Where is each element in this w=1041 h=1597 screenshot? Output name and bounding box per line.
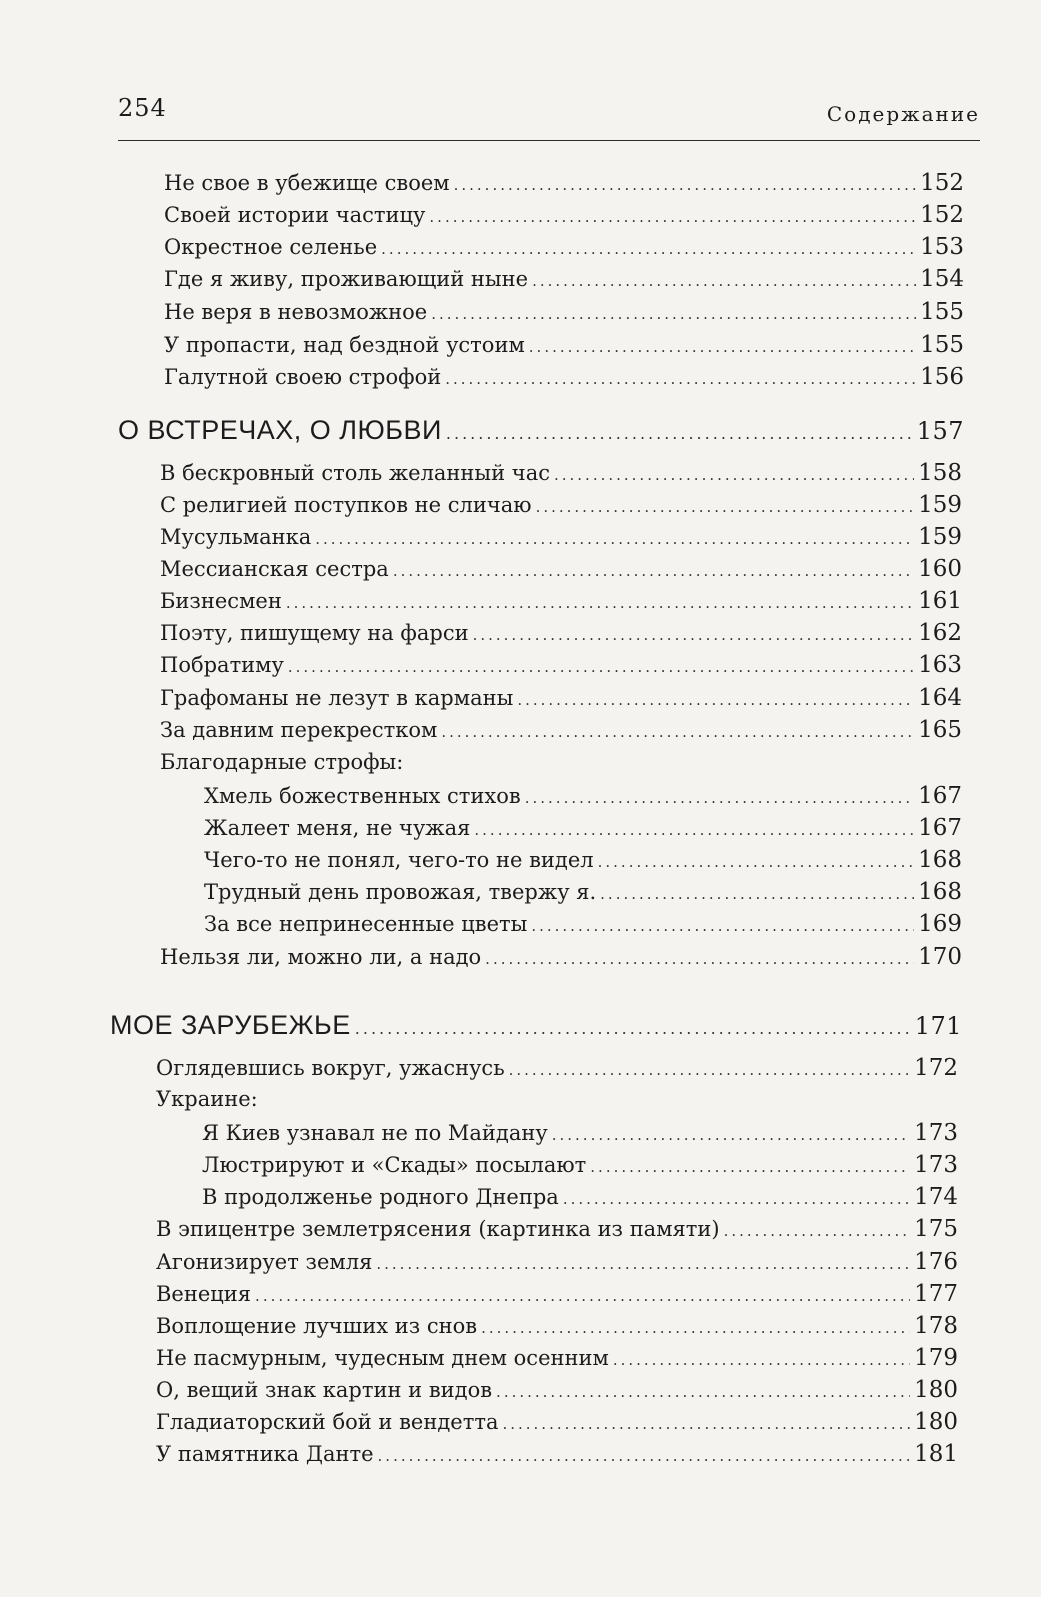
toc-entry — [204, 911, 962, 937]
toc-entry-page: 155 — [920, 299, 964, 325]
dot-leader — [536, 498, 915, 516]
dot-leader — [473, 626, 915, 644]
toc-entry — [160, 717, 962, 743]
toc-entry — [164, 234, 964, 260]
toc-section-page: 171 — [914, 1012, 962, 1040]
toc-entry-page: 167 — [918, 815, 962, 841]
dot-leader — [376, 1255, 910, 1273]
toc-entry-title: Агонизирует земля — [156, 1250, 373, 1274]
toc-entry — [160, 620, 962, 646]
dot-leader — [393, 562, 914, 580]
toc-entry-title: Мессианская сестра — [160, 557, 389, 581]
dot-leader — [590, 1158, 910, 1176]
dot-leader — [529, 338, 916, 356]
toc-entry-title: Не веря в невозможное — [164, 300, 428, 324]
dot-leader — [600, 885, 914, 903]
dot-leader — [598, 853, 914, 871]
running-title: Содержание — [826, 102, 980, 126]
toc-section-title: О ВСТРЕЧАХ, О ЛЮБВИ — [118, 415, 442, 445]
toc-entry-page: 174 — [914, 1184, 958, 1210]
toc-entry-title: Графоманы не лезут в карманы — [160, 686, 514, 710]
toc-entry-page: 179 — [914, 1345, 958, 1371]
toc-entry — [202, 1120, 958, 1146]
toc-entry-page: 154 — [920, 266, 964, 292]
toc-entry-page: 168 — [918, 847, 962, 873]
toc-entry-page: 181 — [914, 1441, 958, 1467]
toc-entry-title: С религией поступков не сличаю — [160, 493, 532, 517]
page-header — [118, 88, 980, 141]
toc-entry — [160, 460, 962, 486]
dot-leader — [724, 1222, 910, 1240]
toc-entry-page: 180 — [914, 1377, 958, 1403]
toc-entry-title: Своей истории частицу — [164, 203, 426, 227]
toc-entry — [202, 1184, 958, 1210]
toc-entry-page: 153 — [920, 234, 964, 260]
toc-entry-page: 165 — [918, 717, 962, 743]
toc-section — [110, 1010, 962, 1041]
toc-entry — [160, 588, 962, 614]
toc-entry-page: 168 — [918, 879, 962, 905]
dot-leader — [445, 370, 916, 388]
toc-entry-page: 159 — [918, 492, 962, 518]
toc-entry-page: 158 — [918, 460, 962, 486]
toc-entry-title: За все непринесенные цветы — [204, 912, 528, 936]
toc-entry — [156, 1345, 958, 1371]
toc-entry-page: 176 — [914, 1249, 958, 1275]
toc-section-page: 157 — [916, 417, 964, 445]
toc-entry — [160, 556, 962, 582]
dot-leader — [429, 208, 916, 226]
toc-entry-title: Жалеет меня, не чужая — [204, 816, 471, 840]
dot-leader — [531, 917, 914, 935]
toc-entry-title: За давним перекрестком — [160, 718, 438, 742]
toc-entry-title: Не свое в убежище своем — [164, 171, 450, 195]
toc-entry-page: 175 — [914, 1216, 958, 1242]
toc-entry-title: Я Киев узнавал не по Майдану — [202, 1121, 548, 1145]
toc-entry-title: Люстрируют и «Скады» посылают — [202, 1153, 587, 1177]
toc-entry-page: 159 — [918, 524, 962, 550]
dot-leader — [446, 424, 913, 443]
dot-leader — [255, 1287, 910, 1305]
toc-entry-title: Не пасмурным, чудесным днем осенним — [156, 1346, 609, 1370]
toc-entry-page: 173 — [914, 1120, 958, 1146]
toc-entry — [156, 1313, 958, 1339]
toc-entry-title: Где я живу, проживающий ныне — [164, 267, 529, 291]
toc-entry-page: 152 — [920, 170, 964, 196]
dot-leader — [431, 305, 916, 323]
toc-entry-title: В эпицентре землетрясения (картинка из памяти) — [156, 1217, 720, 1241]
toc-entry-title: Трудный день провожая, твержу я. — [204, 880, 597, 904]
toc-entry-title: В продолженье родного Днепра — [202, 1185, 559, 1209]
page-number: 254 — [118, 94, 167, 122]
toc-entry — [164, 170, 964, 196]
dot-leader — [525, 789, 914, 807]
toc-entry — [156, 1055, 958, 1081]
dot-leader — [286, 594, 914, 612]
toc-group-label: Украине: — [156, 1087, 258, 1111]
toc-entry-title: Воплощение лучших из снов — [156, 1314, 478, 1338]
toc-entry-title: Венеция — [156, 1282, 252, 1306]
toc-entry — [164, 266, 964, 292]
toc-entry — [156, 1377, 958, 1403]
dot-leader — [552, 1126, 910, 1144]
toc-entry — [156, 1281, 958, 1307]
toc-entry-page: 162 — [918, 620, 962, 646]
dot-leader — [355, 1019, 911, 1038]
dot-leader — [502, 1415, 910, 1433]
toc-entry-page: 161 — [918, 588, 962, 614]
dot-leader — [563, 1190, 910, 1208]
toc-entry-page: 155 — [920, 332, 964, 358]
toc-entry — [164, 202, 964, 228]
toc-entry-title: Мусульманка — [160, 525, 312, 549]
dot-leader — [554, 466, 914, 484]
toc-entry — [156, 1249, 958, 1275]
dot-leader — [381, 240, 916, 258]
toc-entry-title: Хмель божественных стихов — [204, 784, 521, 808]
dot-leader — [454, 176, 916, 194]
toc-entry — [156, 1216, 958, 1242]
dot-leader — [481, 1319, 910, 1337]
toc-entry — [160, 524, 962, 550]
dot-leader — [378, 1447, 911, 1465]
toc-entry-page: 163 — [918, 652, 962, 678]
toc-entry-page: 167 — [918, 783, 962, 809]
dot-leader — [315, 530, 914, 548]
toc-entry — [164, 332, 964, 358]
toc-entry-page: 164 — [918, 685, 962, 711]
toc-entry-title: У памятника Данте — [156, 1442, 374, 1466]
toc-entry — [204, 847, 962, 873]
dot-leader — [517, 691, 914, 709]
toc-entry-title: Окрестное селенье — [164, 235, 378, 259]
toc-entry-title: Нельзя ли, можно ли, а надо — [160, 945, 482, 969]
toc-entry-title: В бескровный столь желанный час — [160, 461, 550, 485]
dot-leader — [532, 272, 916, 290]
toc-entry — [160, 492, 962, 518]
toc-entry — [202, 1152, 958, 1178]
toc-section — [118, 415, 964, 446]
toc-entry-page: 156 — [920, 364, 964, 390]
toc-entry-page: 178 — [914, 1313, 958, 1339]
dot-leader — [509, 1061, 910, 1079]
toc-entry-page: 152 — [920, 202, 964, 228]
toc-section-title: МОЕ ЗАРУБЕЖЬЕ — [110, 1010, 351, 1040]
toc-entry — [204, 783, 962, 809]
toc-entry-title: Бизнесмен — [160, 589, 282, 613]
toc-entry — [164, 299, 964, 325]
toc-entry-page: 177 — [914, 1281, 958, 1307]
toc-entry — [160, 685, 962, 711]
toc-entry-title: О, вещий знак картин и видов — [156, 1378, 493, 1402]
toc-entry — [204, 815, 962, 841]
dot-leader — [288, 658, 914, 676]
toc-entry-title: Поэту, пишущему на фарси — [160, 621, 469, 645]
toc-entry-page: 172 — [914, 1055, 958, 1081]
toc-entry-title: Побратиму — [160, 653, 284, 677]
toc-entry-page: 160 — [918, 556, 962, 582]
toc-group-label: Благодарные строфы: — [160, 750, 404, 774]
dot-leader — [613, 1351, 910, 1369]
toc-entry-page: 173 — [914, 1152, 958, 1178]
dot-leader — [441, 723, 914, 741]
dot-leader — [474, 821, 914, 839]
toc-entry — [156, 1441, 958, 1467]
toc-entry-title: Чего-то не понял, чего-то не видел — [204, 848, 594, 872]
toc-entry — [160, 944, 962, 970]
toc-entry — [160, 652, 962, 678]
toc-entry-page: 169 — [918, 911, 962, 937]
dot-leader — [496, 1383, 910, 1401]
toc-entry-page: 180 — [914, 1409, 958, 1435]
toc-entry — [156, 1409, 958, 1435]
toc-entry — [164, 364, 964, 390]
toc-entry-title: Оглядевшись вокруг, ужаснусь — [156, 1056, 505, 1080]
toc-entry-title: Галутной своею строфой — [164, 365, 442, 389]
toc-entry-page: 170 — [918, 944, 962, 970]
toc-entry-title: У пропасти, над бездной устоим — [164, 333, 525, 357]
toc-entry-title: Гладиаторский бой и вендетта — [156, 1410, 499, 1434]
toc-entry — [204, 879, 962, 905]
dot-leader — [485, 950, 914, 968]
